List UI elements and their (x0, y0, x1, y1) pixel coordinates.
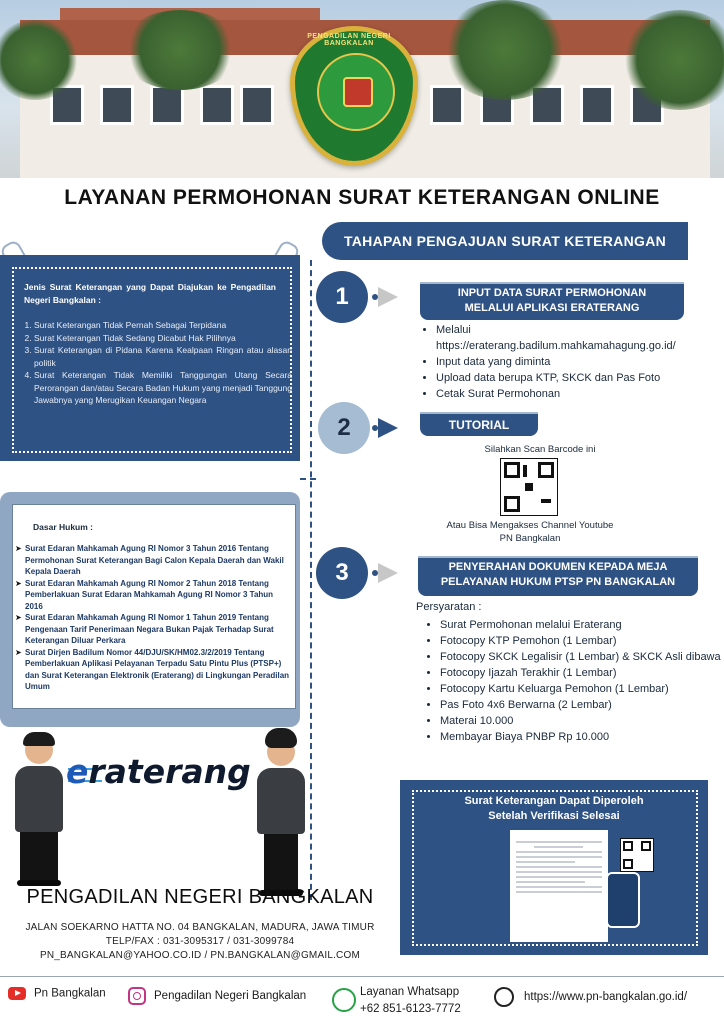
footer-divider (0, 976, 724, 977)
alt-line: PN Bangkalan (499, 533, 561, 544)
address: JALAN SOEKARNO HATTA NO. 04 BANGKALAN, MADURA, JAWA TIMUR (25, 922, 375, 933)
whatsapp-icon (332, 988, 356, 1012)
list-item: • Membayar Biaya PNBP Rp 10.000 (440, 729, 724, 745)
list-item: ➤ Surat Dirjen Badilum Nomor 44/DJU/SK/HM02.3/2/2019 Tentang Pemberlakuan Aplikasi Pelayanan Terpadu Satu Pintu Plus (PTSP+) dan Surat Keterangan Elektronik (Eraterang) di Lingkungan Peradilan Umum (17, 647, 291, 693)
list-item: • Materai 10.000 (440, 713, 724, 729)
garuda-emblem-icon (343, 77, 373, 107)
list-item: 4. Surat Keterangan Tidak Memiliki Tanggungan Utang Secara Perorangan dan/atau Secara Badan Hukum yang menjadi Tanggung Jawabnya yang Merugikan Keuangan Negara (34, 369, 292, 407)
youtube-icon (8, 987, 26, 1000)
crest-text: PENGADILAN NEGERI BANGKALAN (307, 33, 391, 47)
divider (310, 260, 312, 900)
website-link[interactable] (494, 987, 687, 1007)
step2-title: TUTORIAL (420, 412, 538, 436)
step1-title-line: INPUT DATA SURAT PERMOHONAN (457, 287, 647, 299)
list-item: • Melalui (436, 322, 724, 338)
steps-banner (322, 222, 688, 260)
youtube-alternative (420, 519, 640, 545)
phone-icon (606, 872, 640, 928)
instagram-label: Pengadilan Negeri Bangkalan (154, 990, 307, 1003)
female-officer-figure (256, 728, 306, 896)
list-item: ➤ Surat Edaran Mahkamah Agung RI Nomor 2 Tahun 2018 Tentang Pemberlakuan Surat Edaran Mahkamah Agung RI Nomor 3 Tahun 2016 (17, 578, 291, 613)
whatsapp-label: Layanan Whatsapp (360, 986, 460, 998)
step3-title-line: PENYERAHAN DOKUMEN KEPADA MEJA (448, 561, 668, 573)
eraterang-logo: eraterang (66, 752, 251, 791)
step1-title (420, 282, 684, 320)
types-heading: Jenis Surat Keterangan yang Dapat Diajukan ke Pengadilan Negeri Bangkalan : (24, 282, 276, 305)
legal-list (17, 543, 291, 693)
male-officer-figure (14, 732, 64, 886)
requirements-list (422, 617, 724, 745)
list-item[interactable]: https://eraterang.badilum.mahkamahagung.go.id/ (436, 340, 676, 352)
certificate-types-card (0, 255, 300, 461)
list-item: 1. Surat Keterangan Tidak Pernah Sebagai Terpidana (34, 319, 292, 332)
step-number-3: 3 (316, 547, 368, 599)
step3-title (418, 556, 698, 596)
certificate-document-icon (510, 830, 608, 942)
email: PN_BANGKALAN@YAHOO.CO.ID / PN.BANGKALAN@GMAIL.COM (40, 950, 360, 961)
palm-tree (440, 0, 570, 100)
list-item: 2. Surat Keterangan Tidak Sedang Dicabut Hak Pilihnya (34, 332, 292, 345)
step-number-1: 1 (316, 271, 368, 323)
scan-instruction: Silahkan Scan Barcode ini (484, 444, 596, 455)
arrow-right-icon (378, 287, 398, 307)
list-item: • Fotocopy KTP Pemohon (1 Lembar) (440, 633, 724, 649)
globe-icon (494, 987, 514, 1007)
certificate-caption (400, 794, 708, 824)
instagram-link[interactable] (128, 987, 306, 1005)
list-item: • Pas Foto 4x6 Berwarna (2 Lembar) (440, 697, 724, 713)
list-item: ➤ Surat Edaran Mahkamah Agung RI Nomor 1 Tahun 2019 Tentang Pengenaan Tarif Penerimaan Negara Bukan Pajak Terhadap Surat Keterangan Diluar Perkara (17, 612, 291, 647)
alt-line: Atau Bisa Mengakses Channel Youtube (446, 520, 614, 531)
whatsapp-number: +62 851-6123-7772 (360, 1003, 461, 1015)
youtube-label: Pn Bangkalan (34, 987, 106, 1000)
whatsapp-link[interactable] (360, 984, 461, 1018)
youtube-link[interactable] (8, 987, 106, 1000)
palm-tree (120, 10, 240, 90)
step1-list (418, 322, 724, 402)
crest-emblem (317, 53, 395, 131)
list-item: • Fotocopy Kartu Keluarga Pemohon (1 Lembar) (440, 681, 724, 697)
step-number-2: 2 (318, 402, 370, 454)
website-label: https://www.pn-bangkalan.go.id/ (524, 991, 688, 1004)
list-item: • Upload data berupa KTP, SKCK dan Pas Foto (436, 370, 724, 386)
header-photo (0, 0, 724, 178)
list-item: 3. Surat Keterangan di Pidana Karena Kealpaan Ringan atau alasan politik (34, 344, 292, 369)
certificate-card (400, 780, 708, 955)
list-item: • Cetak Surat Permohonan (436, 386, 724, 402)
page-title: LAYANAN PERMOHONAN SURAT KETERANGAN ONLINE (64, 186, 660, 209)
legal-heading: Dasar Hukum : (33, 522, 93, 532)
certificate-caption-line: Surat Keterangan Dapat Diperoleh (464, 795, 644, 807)
instagram-icon (128, 987, 146, 1005)
certificate-caption-line: Setelah Verifikasi Selesai (488, 810, 620, 822)
types-list (20, 319, 292, 407)
requirements-heading: Persyaratan : (416, 601, 482, 613)
phone-fax: TELP/FAX : 031-3095317 / 031-3099784 (105, 936, 295, 947)
steps-banner-text: TAHAPAN PENGAJUAN SURAT KETERANGAN (343, 233, 667, 249)
list-item: • Fotocopy Ijazah Terakhir (1 Lembar) (440, 665, 724, 681)
divider (300, 478, 316, 480)
list-item: • Fotocopy SKCK Legalisir (1 Lembar) & SKCK Asli dibawa (440, 649, 724, 665)
arrow-right-icon (378, 563, 398, 583)
list-item: • Surat Permohonan melalui Eraterang (440, 617, 724, 633)
arrow-right-icon (378, 418, 398, 438)
list-item: ➤ Surat Edaran Mahkamah Agung RI Nomor 3 Tahun 2016 Tentang Permohonan Surat Keterangan Bagi Calon Kepala Daerah dan Wakil Kepala Daerah (17, 543, 291, 578)
court-name: PENGADILAN NEGERI BANGKALAN (26, 886, 374, 908)
step3-title-line: PELAYANAN HUKUM PTSP PN BANGKALAN (440, 576, 676, 588)
legal-basis-card (0, 492, 300, 727)
list-item: • Input data yang diminta (436, 354, 724, 370)
qr-code-icon (620, 838, 654, 872)
step1-title-line: MELALUI APLIKASI ERATERANG (464, 302, 640, 314)
qr-code-icon[interactable] (500, 458, 558, 516)
